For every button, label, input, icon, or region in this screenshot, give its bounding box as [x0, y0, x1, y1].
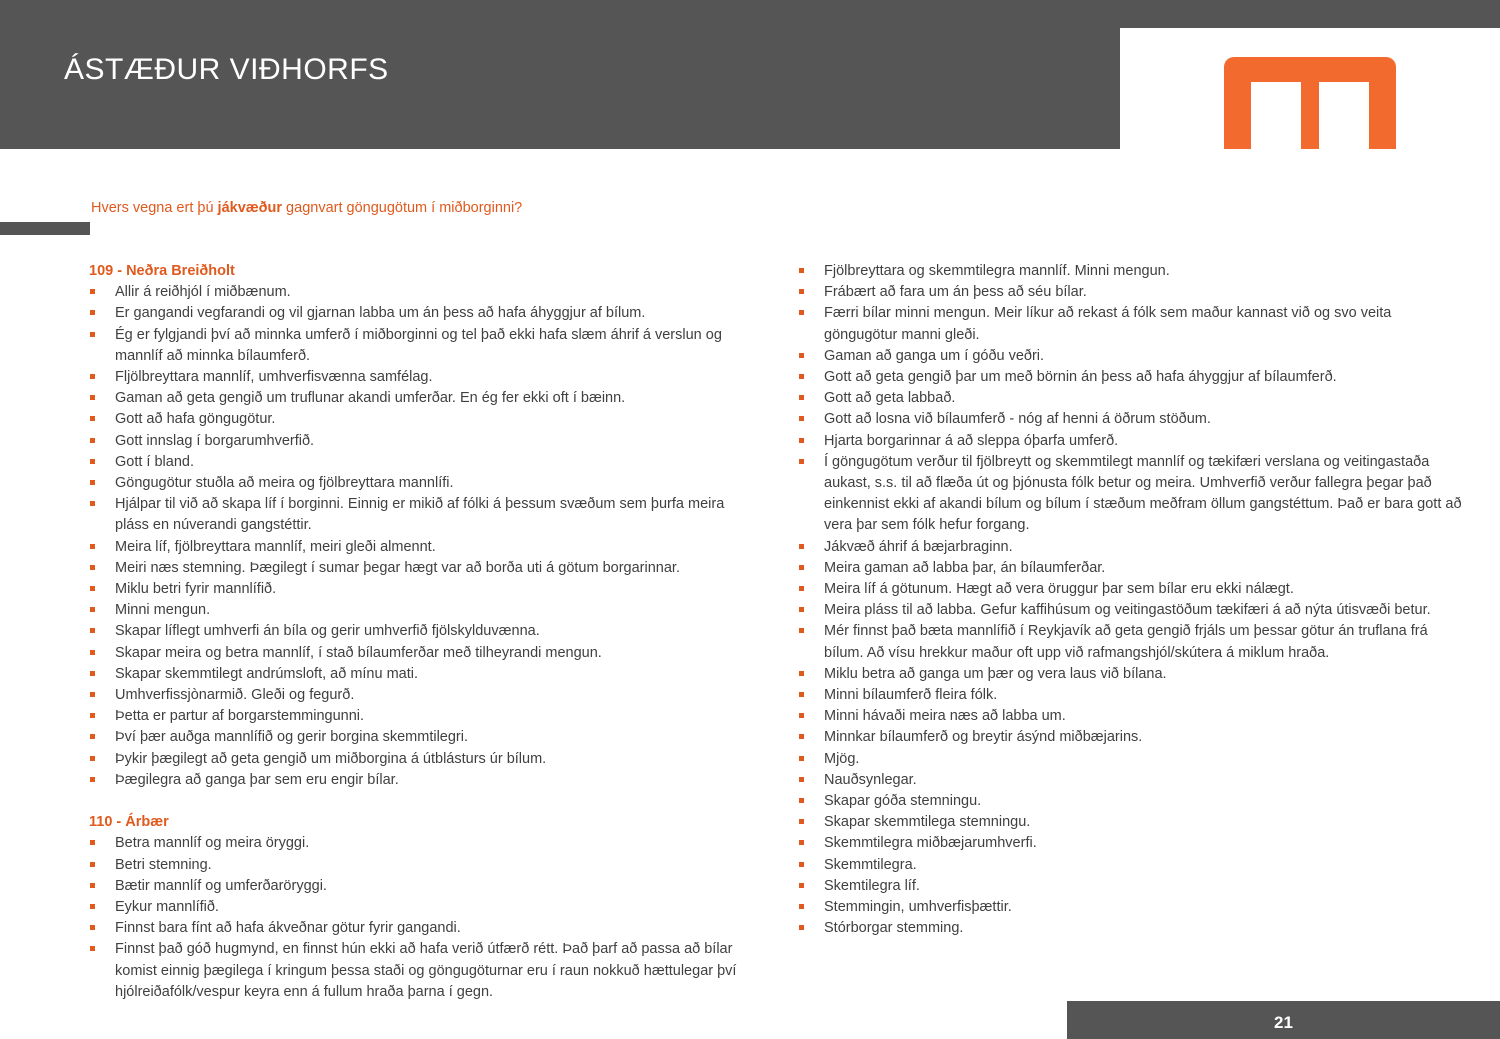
question-emphasis: jákvæður	[217, 200, 283, 216]
page-footer	[1067, 1001, 1500, 1039]
response-item: Gaman að geta gengið um truflunar akandi umferðar. En ég fer ekki oft í bæinn.	[89, 388, 759, 409]
left-column	[89, 261, 759, 1003]
response-item: Stemmingin, umhverfisþættir.	[798, 897, 1468, 918]
response-item: Því þær auðga mannlífið og gerir borgina skemmtilegri.	[89, 727, 759, 748]
response-item: Miklu betri fyrir mannlífið.	[89, 579, 759, 600]
response-item: Hjálpar til við að skapa líf í borginni. Einnig er mikið af fólki á þessum svæðum sem þurfa meira pláss en núverandi gangstéttir.	[89, 494, 759, 536]
response-item: Göngugötur stuðla að meira og fjölbreyttara mannlífi.	[89, 473, 759, 494]
response-item: Fjölbreyttara og skemmtilegra mannlíf. Minni mengun.	[798, 261, 1468, 282]
response-item: Gott að losna við bílaumferð - nóg af henni á öðrum stöðum.	[798, 409, 1468, 430]
right-column	[798, 261, 1468, 940]
response-item: Stórborgar stemming.	[798, 918, 1468, 939]
response-item: Finnst það góð hugmynd, en finnst hún ekki að hafa verið útfærð rétt. Það þarf að passa að bílar komist einnig þægilega í kringum þessa staði og göngugöturnar eru í raun nokkuð hættulegar því hjólreiðafólk/vespur keyra enn á fullum hraða þarna í gegn.	[89, 939, 759, 1003]
response-item: Gott að hafa göngugötur.	[89, 409, 759, 430]
response-item: Allir á reiðhjól í miðbænum.	[89, 282, 759, 303]
response-item: Er gangandi vegfarandi og vil gjarnan labba um án þess að hafa áhyggjur af bílum.	[89, 303, 759, 324]
response-item: Í göngugötum verður til fjölbreytt og skemmtilegt mannlíf og tækifæri verslana og veitingastaða aukast, s.s. til að flæða út og þjónusta fólk betur og meira. Umhverfið verður fallegra þegar það einkennist ekki af akandi bílum og bílum í stæðum meðfram öllum gangstéttum. Það er bara gott að vera þar sem fólk hefur forgang.	[798, 452, 1468, 537]
response-item: Miklu betra að ganga um þær og vera laus við bílana.	[798, 664, 1468, 685]
response-item: Skapar meira og betra mannlíf, í stað bílaumferðar með tilheyrandi mengun.	[89, 643, 759, 664]
page-number: 21	[1274, 1013, 1293, 1032]
response-item: Skapar góða stemningu.	[798, 791, 1468, 812]
response-item: Meira líf, fjölbreyttara mannlíf, meiri gleði almennt.	[89, 537, 759, 558]
response-list	[89, 282, 759, 791]
response-item: Meiri næs stemning. Þægilegt í sumar þegar hægt var að borða uti á götum borgarinnar.	[89, 558, 759, 579]
group-heading: 109 - Neðra Breiðholt	[89, 263, 235, 279]
response-item: Skemmtilegra miðbæjarumhverfi.	[798, 833, 1468, 854]
response-item: Meira líf á götunum. Hægt að vera öruggur þar sem bílar eru ekki nálægt.	[798, 579, 1468, 600]
question-text-end: gagnvart göngugötum í miðborginni?	[282, 200, 523, 216]
response-item: Finnst bara fínt að hafa ákveðnar götur fyrir gangandi.	[89, 918, 759, 939]
left-accent-bar	[0, 222, 90, 235]
response-item: Skapar skemmtilegt andrúmsloft, að mínu mati.	[89, 664, 759, 685]
response-item: Skemmtilegra.	[798, 855, 1468, 876]
orange-arch-logo-icon	[1224, 57, 1396, 149]
response-item: Þægilegra að ganga þar sem eru engir bílar.	[89, 770, 759, 791]
response-item: Mér finnst það bæta mannlífið í Reykjavík að geta gengið frjáls um þessar götur án truflana frá bílum. Að vísu hrekkur maður oft upp við rafmangshjól/skútera á miklum hraða.	[798, 621, 1468, 663]
response-item: Betra mannlíf og meira öryggi.	[89, 833, 759, 854]
response-list	[89, 833, 759, 1003]
response-list	[798, 261, 1468, 940]
response-item: Frábært að fara um án þess að séu bílar.	[798, 282, 1468, 303]
response-item: Minnkar bílaumferð og breytir ásýnd miðbæjarins.	[798, 727, 1468, 748]
response-item: Minni mengun.	[89, 600, 759, 621]
page-title: ÁSTÆÐUR VIÐHORFS	[64, 53, 389, 86]
response-item: Ég er fylgjandi því að minnka umferð í miðborginni og tel það ekki hafa slæm áhrif á verslun og mannlíf að minnka bílaumferð.	[89, 325, 759, 367]
survey-question	[91, 200, 522, 216]
response-item: Meira pláss til að labba. Gefur kaffihúsum og veitingastöðum tækifæri á að nýta útisvæði betur.	[798, 600, 1468, 621]
response-item: Gott að geta labbað.	[798, 388, 1468, 409]
response-item: Þetta er partur af borgarstemmingunni.	[89, 706, 759, 727]
response-item: Þykir þægilegt að geta gengið um miðborgina á útblásturs úr bílum.	[89, 749, 759, 770]
response-item: Jákvæð áhrif á bæjarbraginn.	[798, 537, 1468, 558]
response-item: Umhverfissjònarmið. Gleði og fegurð.	[89, 685, 759, 706]
question-text-start: Hvers vegna ert þú	[91, 200, 218, 216]
response-item: Gott innslag í borgarumhverfið.	[89, 431, 759, 452]
response-item: Gott að geta gengið þar um með börnin án þess að hafa áhyggjur af bílaumferð.	[798, 367, 1468, 388]
response-item: Meira gaman að labba þar, án bílaumferðar.	[798, 558, 1468, 579]
response-item: Eykur mannlífið.	[89, 897, 759, 918]
response-item: Bætir mannlíf og umferðaröryggi.	[89, 876, 759, 897]
group-heading: 110 - Árbær	[89, 814, 169, 831]
response-item: Gott í bland.	[89, 452, 759, 473]
response-item: Hjarta borgarinnar á að sleppa óþarfa umferð.	[798, 431, 1468, 452]
response-item: Gaman að ganga um í góðu veðri.	[798, 346, 1468, 367]
response-item: Skapar skemmtilega stemningu.	[798, 812, 1468, 833]
response-item: Nauðsynlegar.	[798, 770, 1468, 791]
response-item: Minni hávaði meira næs að labba um.	[798, 706, 1468, 727]
response-item: Minni bílaumferð fleira fólk.	[798, 685, 1468, 706]
response-item: Færri bílar minni mengun. Meir líkur að rekast á fólk sem maður kannast við og svo veita göngugötur manni gleði.	[798, 303, 1468, 345]
response-item: Fljölbreyttara mannlíf, umhverfisvænna samfélag.	[89, 367, 759, 388]
response-item: Betri stemning.	[89, 855, 759, 876]
response-item: Mjög.	[798, 749, 1468, 770]
response-item: Skapar líflegt umhverfi án bíla og gerir umhverfið fjölskylduvænna.	[89, 621, 759, 642]
response-item: Skemtilegra líf.	[798, 876, 1468, 897]
group-spacer	[89, 791, 759, 812]
